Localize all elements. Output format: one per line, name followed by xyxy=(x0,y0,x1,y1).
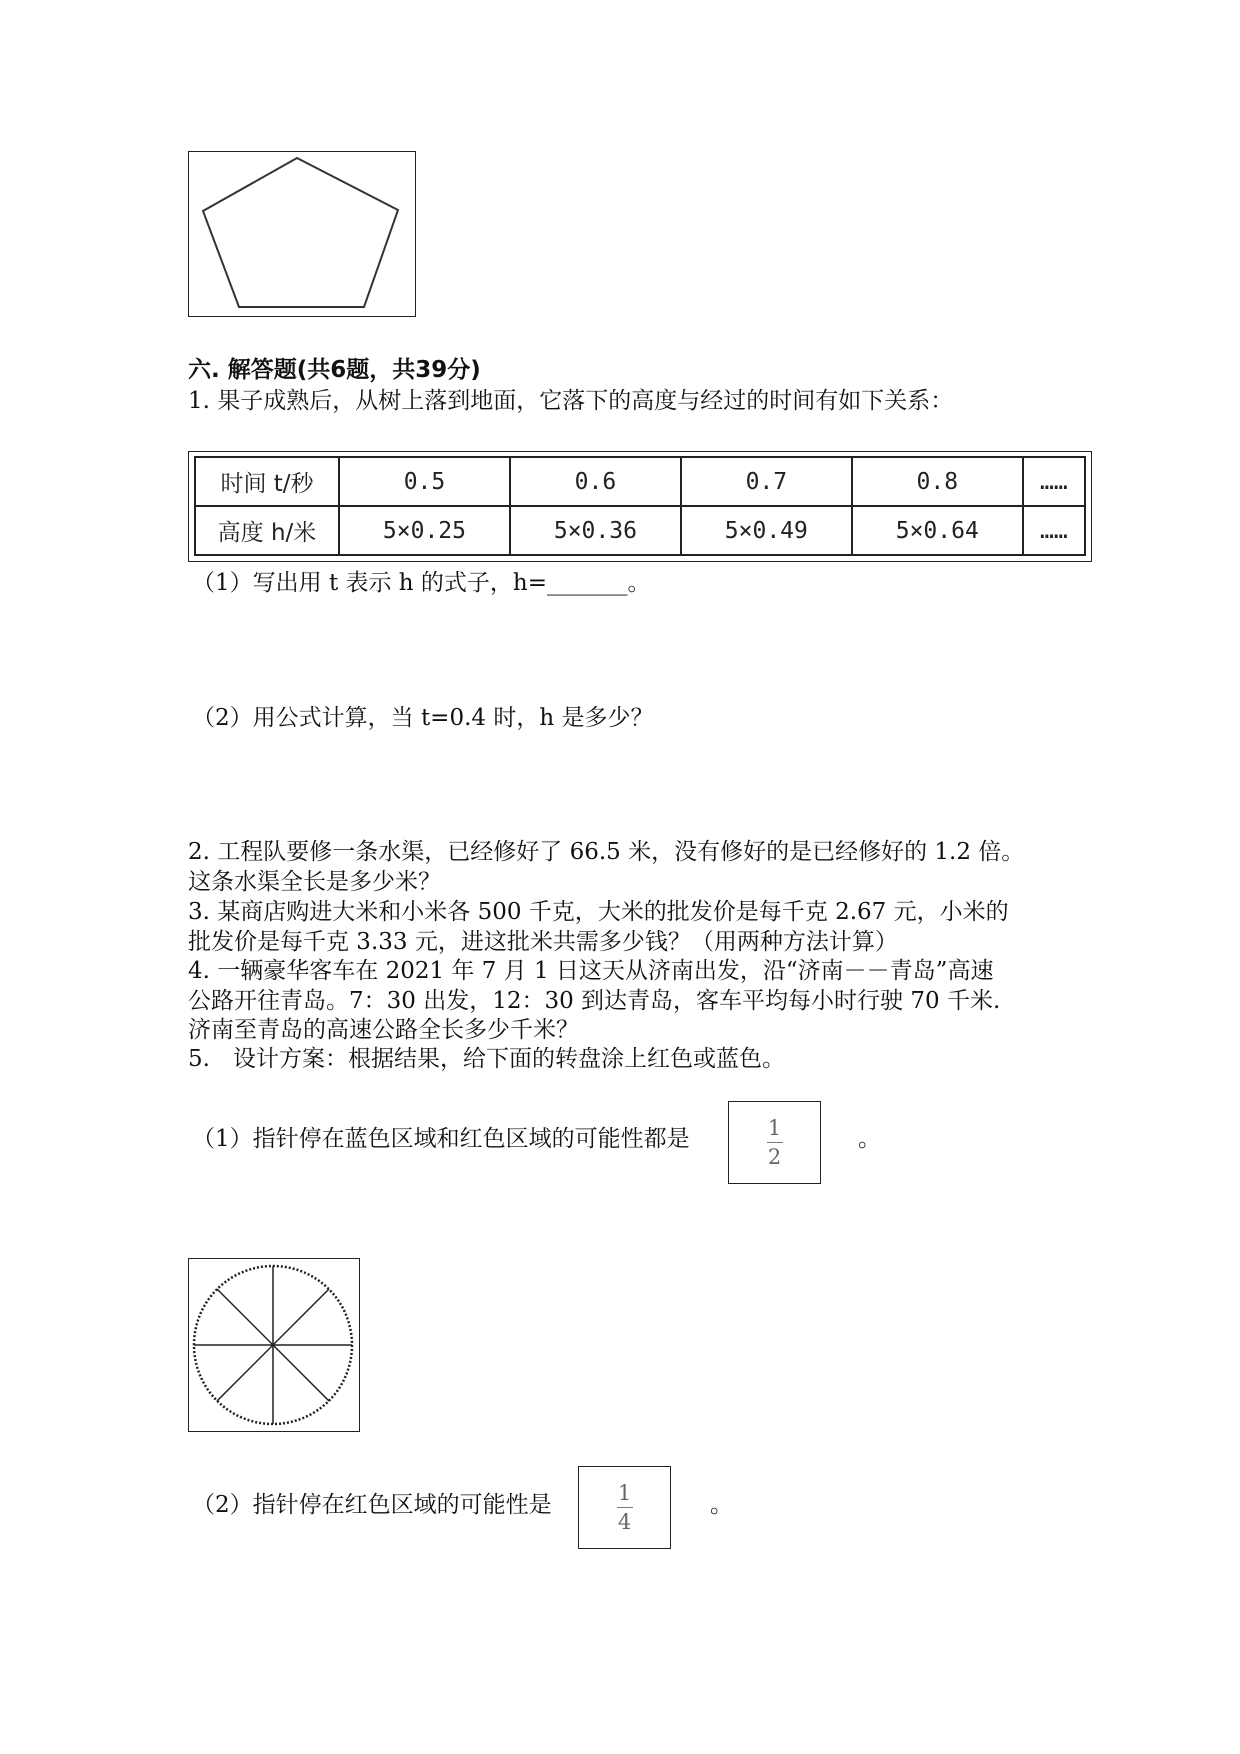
question-5-text: 5. 设计方案：根据结果，给下面的转盘涂上红色或蓝色。 xyxy=(188,1046,785,1072)
section-title: 六. 解答题(共6题，共39分) xyxy=(188,357,481,383)
table-cell: 0.6 xyxy=(510,457,681,506)
table-cell: 5×0.25 xyxy=(339,506,510,555)
fraction-answer-box-2 xyxy=(578,1466,671,1549)
question-5-sub-2-end: 。 xyxy=(710,1492,733,1518)
spinner-circle xyxy=(189,1259,359,1431)
fraction-numerator: 1 xyxy=(617,1481,632,1505)
question-4-line-2: 公路开往青岛。7：30 出发，12：30 到达青岛，客车平均每小时行驶 70 千米. xyxy=(188,988,1001,1014)
fraction-denominator: 4 xyxy=(617,1510,632,1534)
fraction-denominator: 2 xyxy=(767,1145,782,1169)
fall-data-table xyxy=(188,451,1092,562)
question-1-sub-2: （2）用公式计算，当 t=0.4 时，h 是多少？ xyxy=(192,705,654,731)
row-header-time: 时间 t/秒 xyxy=(195,457,339,506)
table-cell: 5×0.36 xyxy=(510,506,681,555)
question-4-line-3: 济南至青岛的高速公路全长多少千米？ xyxy=(188,1017,579,1043)
table-cell: 5×0.49 xyxy=(681,506,852,555)
spinner-figure xyxy=(188,1258,360,1432)
question-4-line-1: 4. 一辆豪华客车在 2021 年 7 月 1 日这天从济南出发，沿“济南－－青岛”高速 xyxy=(188,958,994,984)
fraction-numerator: 1 xyxy=(767,1116,782,1140)
table-cell: 0.7 xyxy=(681,457,852,506)
table-cell: 0.8 xyxy=(852,457,1023,506)
row-header-height: 高度 h/米 xyxy=(195,506,339,555)
question-5-sub-1-end: 。 xyxy=(858,1126,881,1152)
fraction-answer-box-1 xyxy=(728,1101,821,1184)
table-cell: 5×0.64 xyxy=(852,506,1023,555)
question-5-sub-1: （1）指针停在蓝色区域和红色区域的可能性都是 xyxy=(192,1126,690,1152)
table-cell: 0.5 xyxy=(339,457,510,506)
fraction-one-half xyxy=(729,1116,820,1169)
question-1-sub-1: （1）写出用 t 表示 h 的式子，h=_______。 xyxy=(192,570,651,596)
question-5-sub-2: （2）指针停在红色区域的可能性是 xyxy=(192,1492,552,1518)
question-2-line-2: 这条水渠全长是多少米？ xyxy=(188,869,441,895)
fraction-one-quarter xyxy=(579,1481,670,1534)
question-3-line-1: 3. 某商店购进大米和小米各 500 千克，大米的批发价是每千克 2.67 元，小米的 xyxy=(188,899,1009,925)
question-3-line-2: 批发价是每千克 3.33 元，进这批米共需多少钱？（用两种方法计算） xyxy=(188,929,898,955)
fraction-bar xyxy=(767,1142,783,1143)
fraction-bar xyxy=(617,1507,633,1508)
table-cell: …… xyxy=(1023,457,1085,506)
question-2-line-1: 2. 工程队要修一条水渠，已经修好了 66.5 米，没有修好的是已经修好的 1.2 倍。 xyxy=(188,839,1025,865)
pentagon-figure xyxy=(188,151,416,317)
table-row-time xyxy=(195,457,1085,506)
table-cell: …… xyxy=(1023,506,1085,555)
question-1-text: 1. 果子成熟后，从树上落到地面，它落下的高度与经过的时间有如下关系： xyxy=(188,388,954,414)
pentagon-shape xyxy=(189,152,415,316)
table-row-height xyxy=(195,506,1085,555)
